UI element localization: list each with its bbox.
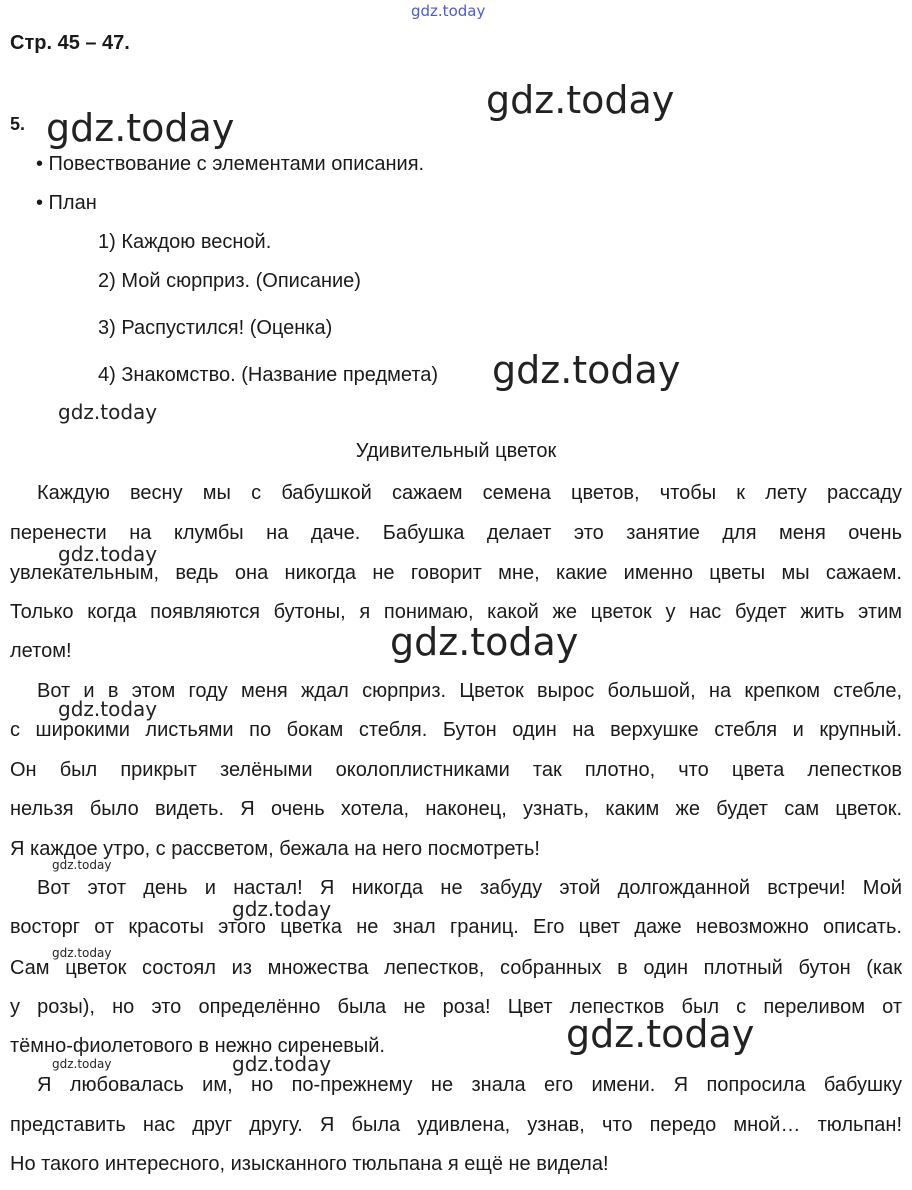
watermark-small: gdz.today: [52, 858, 112, 872]
story-line: у розы), но это определённо была не роза! Цвет лепестков был с переливом от: [10, 996, 902, 1018]
story-line: с широкими листьями по бокам стебля. Бутон один на верхушке стебля и крупный.: [10, 719, 902, 741]
watermark-medium: gdz.today: [232, 1052, 332, 1076]
bullet-plan: • План: [36, 192, 97, 214]
watermark-medium: gdz.today: [58, 400, 158, 424]
story-line: Вот этот день и настал! Я никогда не забуду этой долгожданной встречи! Мой: [37, 877, 902, 899]
story-line: Вот и в этом году меня ждал сюрприз. Цветок вырос большой, на крепком стебле,: [37, 680, 902, 702]
watermark-big: gdz.today: [566, 1012, 755, 1056]
watermark-small: gdz.today: [52, 1057, 112, 1071]
page-header: Стр. 45 – 47.: [10, 32, 130, 54]
plan-item: 4) Знакомство. (Название предмета): [98, 364, 439, 386]
story-line: Сам цветок состоял из множества лепестков, собранных в один плотный бутон (как: [10, 957, 902, 979]
story-line: Только когда появляются бутоны, я понимаю, какой же цветок у нас будет жить этим: [10, 601, 902, 623]
watermark-medium: gdz.today: [58, 697, 158, 721]
plan-item: 1) Каждою весной.: [98, 231, 272, 253]
story-line: летом!: [10, 640, 72, 662]
task-number: 5.: [10, 114, 26, 134]
plan-item: 3) Распустился! (Оценка): [98, 317, 333, 339]
watermark-medium: gdz.today: [232, 897, 332, 921]
story-line: тёмно-фиолетового в нежно сиреневый.: [10, 1035, 385, 1057]
story-line: Каждую весну мы с бабушкой сажаем семена цветов, чтобы к лету рассаду: [37, 482, 902, 504]
watermark-top: gdz.today: [411, 2, 486, 20]
plan-item: 2) Мой сюрприз. (Описание): [98, 270, 361, 292]
watermark-big: gdz.today: [46, 106, 235, 150]
story-line: представить нас друг другу. Я была удивлена, узнав, что передо мной… тюльпан!: [10, 1114, 902, 1136]
bullet-text-type: • Повествование с элементами описания.: [36, 153, 425, 175]
watermark-small: gdz.today: [52, 946, 112, 960]
story-line: Но такого интересного, изысканного тюльпана я ещё не видела!: [10, 1153, 609, 1175]
watermark-big: gdz.today: [492, 348, 681, 392]
story-line: перенести на клумбы на даче. Бабушка делает это занятие для меня очень: [10, 522, 902, 544]
story-line: Я любовалась им, но по-прежнему не знала его имени. Я попросила бабушку: [37, 1074, 902, 1096]
story-line: Я каждое утро, с рассветом, бежала на него посмотреть!: [10, 838, 540, 860]
watermark-big: gdz.today: [390, 620, 579, 664]
watermark-big: gdz.today: [486, 78, 675, 122]
story-line: увлекательным, ведь она никогда не говорит мне, какие именно цветы мы сажаем.: [10, 562, 902, 584]
watermark-medium: gdz.today: [58, 542, 158, 566]
story-line: восторг от красоты этого цветка не знал границ. Его цвет даже невозможно описать.: [10, 916, 902, 938]
story-title: Удивительный цветок: [355, 440, 557, 462]
story-line: нельзя было видеть. Я очень хотела, наконец, узнать, каким же будет сам цветок.: [10, 798, 902, 820]
story-line: Он был прикрыт зелёными околоплистниками так плотно, что цвета лепестков: [10, 759, 902, 781]
